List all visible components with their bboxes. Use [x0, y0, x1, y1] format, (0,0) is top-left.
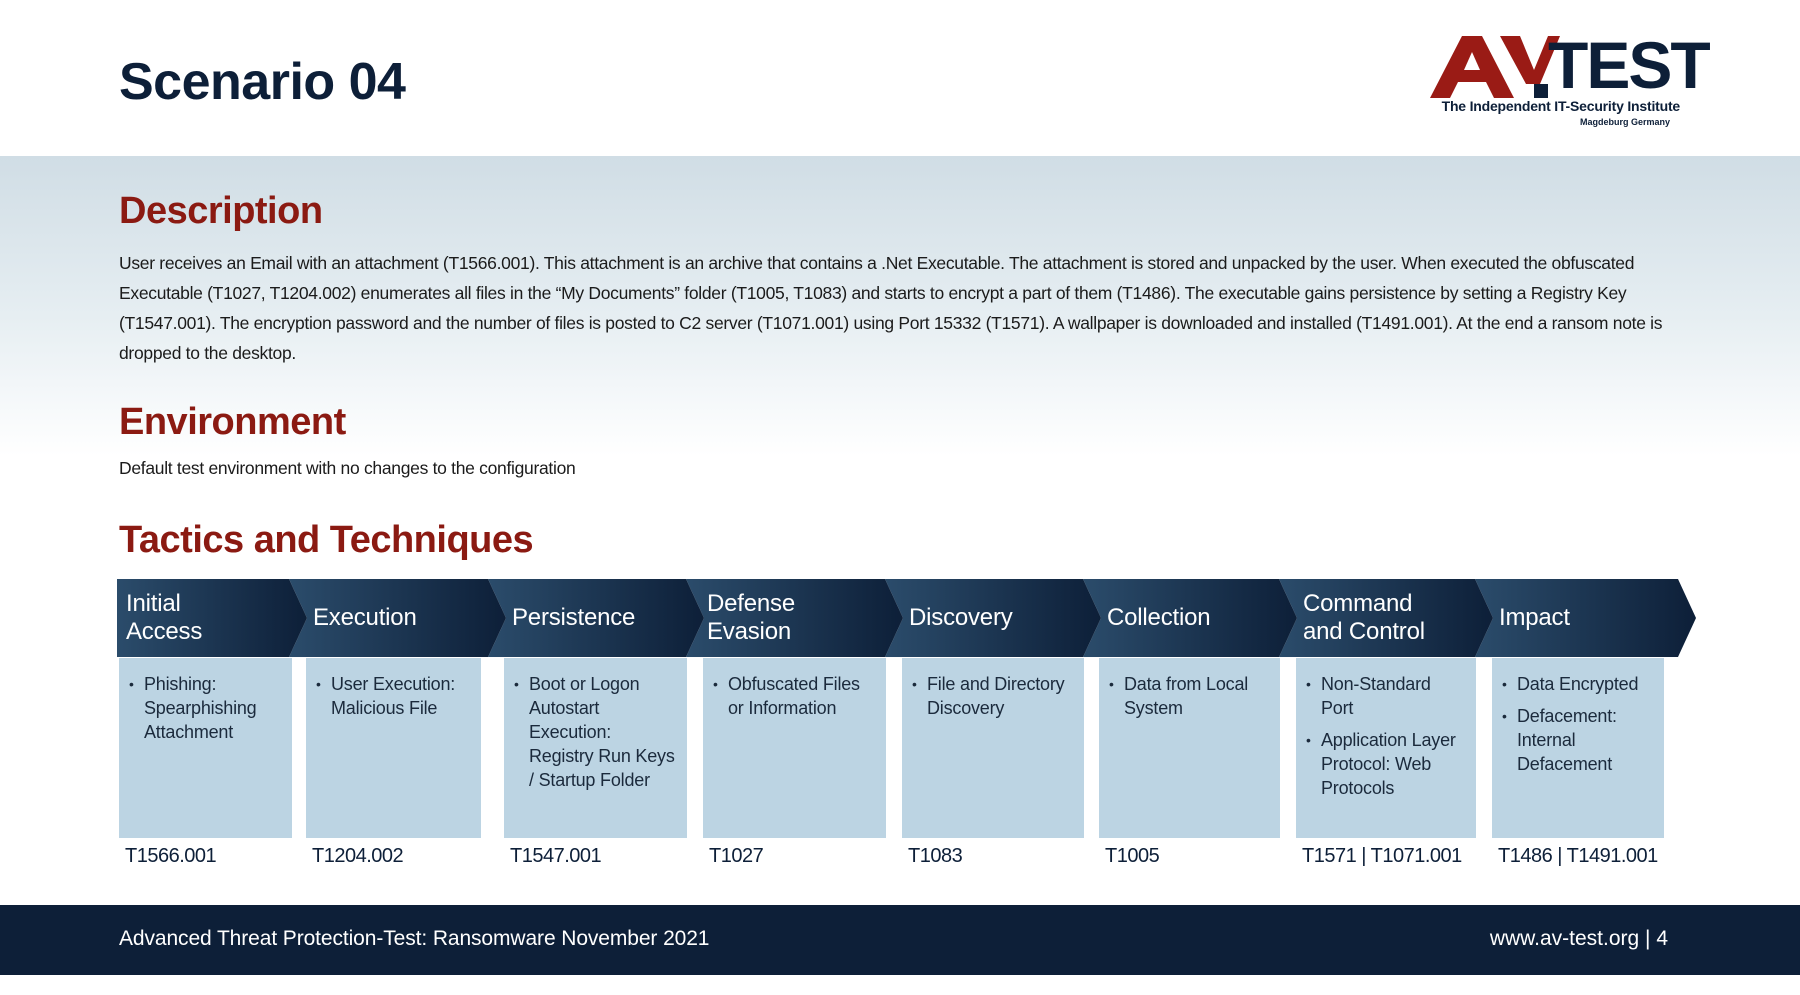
- logo-brand-text: TEST: [1548, 28, 1709, 102]
- slide-footer: [0, 905, 1800, 975]
- tactics-heading: Tactics and Techniques: [119, 519, 534, 561]
- av-test-logo: [1430, 28, 1709, 134]
- tactic-name: Command and Control: [1303, 590, 1425, 645]
- technique-list: [711, 672, 876, 720]
- logo-tagline: The Independent IT-Security Institute: [1441, 98, 1680, 114]
- environment-text: Default test environment with no changes to the configuration: [119, 458, 576, 478]
- technique-code: T1204.002: [312, 845, 404, 867]
- tactic-header-collection: [1083, 579, 1297, 657]
- tactic-name: Execution: [313, 604, 417, 631]
- technique-list: [512, 672, 677, 792]
- technique-box-execution: [306, 658, 481, 838]
- footer-url-page: www.av-test.org | 4: [1489, 927, 1668, 950]
- technique-code: T1566.001: [125, 845, 217, 867]
- av-logo-mark-icon: [1430, 36, 1560, 100]
- page-title: Scenario 04: [119, 53, 406, 111]
- tactic-header-execution: [289, 579, 506, 657]
- technique-item: • User Execution: Malicious File: [314, 672, 471, 720]
- slide-content: [0, 156, 1800, 905]
- technique-list: [1304, 672, 1466, 800]
- technique-box-persistence: [504, 658, 687, 838]
- technique-box-impact: [1492, 658, 1664, 838]
- tactic-name: Discovery: [909, 604, 1013, 631]
- tactics-flow: [0, 156, 1800, 905]
- tactic-name: Collection: [1107, 604, 1211, 631]
- tactic-name: Impact: [1499, 604, 1570, 631]
- tactic-header-defense-evasion: [686, 579, 903, 657]
- technique-box-discovery: [902, 658, 1084, 838]
- tactic-name: Defense Evasion: [707, 590, 795, 645]
- technique-item: • File and Directory Discovery: [910, 672, 1074, 720]
- technique-box-command-and-control: [1296, 658, 1476, 838]
- tactic-header-impact: [1475, 579, 1696, 657]
- technique-item: • Data from Local System: [1107, 672, 1270, 720]
- slide-header: [0, 0, 1800, 156]
- environment-heading: Environment: [119, 401, 346, 443]
- tactic-header-persistence: [488, 579, 704, 657]
- technique-code: T1005: [1105, 845, 1160, 867]
- tactic-header-discovery: [885, 579, 1101, 657]
- technique-item: • Application Layer Protocol: Web Protocols: [1304, 728, 1466, 800]
- footer-title: Advanced Threat Protection-Test: Ransomware November 2021: [119, 927, 710, 950]
- technique-code: T1486 | T1491.001: [1498, 845, 1658, 867]
- technique-list: [1107, 672, 1270, 720]
- technique-box-defense-evasion: [703, 658, 886, 838]
- description-text: User receives an Email with an attachment (T1566.001). This attachment is an archive that contains a .Net Executable. The attachment is stored and unpacked by the user. When executed the obfuscated Executable (T1027, T1204.002) enumerates all files in the “My Documents” folder (T1005, T1083) and starts to encrypt a part of them (T1486). The executable gains persistence by setting a Registry Key (T1547.001). The encryption password and the number of files is posted to C2 server (T1071.001) using Port 15332 (T1571). A wallpaper is downloaded and installed (T1491.001). At the end a ransom note is dropped to the desktop.: [119, 253, 1663, 363]
- technique-box-collection: [1099, 658, 1280, 838]
- technique-list: [127, 672, 282, 744]
- tactic-name: Initial Access: [126, 590, 203, 645]
- technique-item: • Boot or Logon Autostart Execution: Registry Run Keys / Startup Folder: [512, 672, 677, 792]
- technique-list: [910, 672, 1074, 720]
- technique-item: • Data Encrypted: [1500, 672, 1654, 696]
- technique-item: • Defacement: Internal Defacement: [1500, 704, 1654, 776]
- description-heading: Description: [119, 190, 323, 232]
- tactic-header-initial-access: [117, 579, 307, 657]
- technique-code: T1083: [908, 845, 963, 867]
- technique-item: • Non-Standard Port: [1304, 672, 1466, 720]
- technique-list: [314, 672, 471, 720]
- technique-code: T1571 | T1071.001: [1302, 845, 1462, 867]
- technique-item: • Obfuscated Files or Information: [711, 672, 876, 720]
- tactic-name: Persistence: [512, 604, 636, 631]
- technique-item: • Phishing: Spearphishing Attachment: [127, 672, 282, 744]
- technique-code: T1027: [709, 845, 764, 867]
- logo-location: Magdeburg Germany: [1579, 117, 1670, 127]
- technique-code: T1547.001: [510, 845, 602, 867]
- tactic-header-command-and-control: [1279, 579, 1493, 657]
- technique-list: [1500, 672, 1654, 776]
- technique-box-initial-access: [119, 658, 292, 838]
